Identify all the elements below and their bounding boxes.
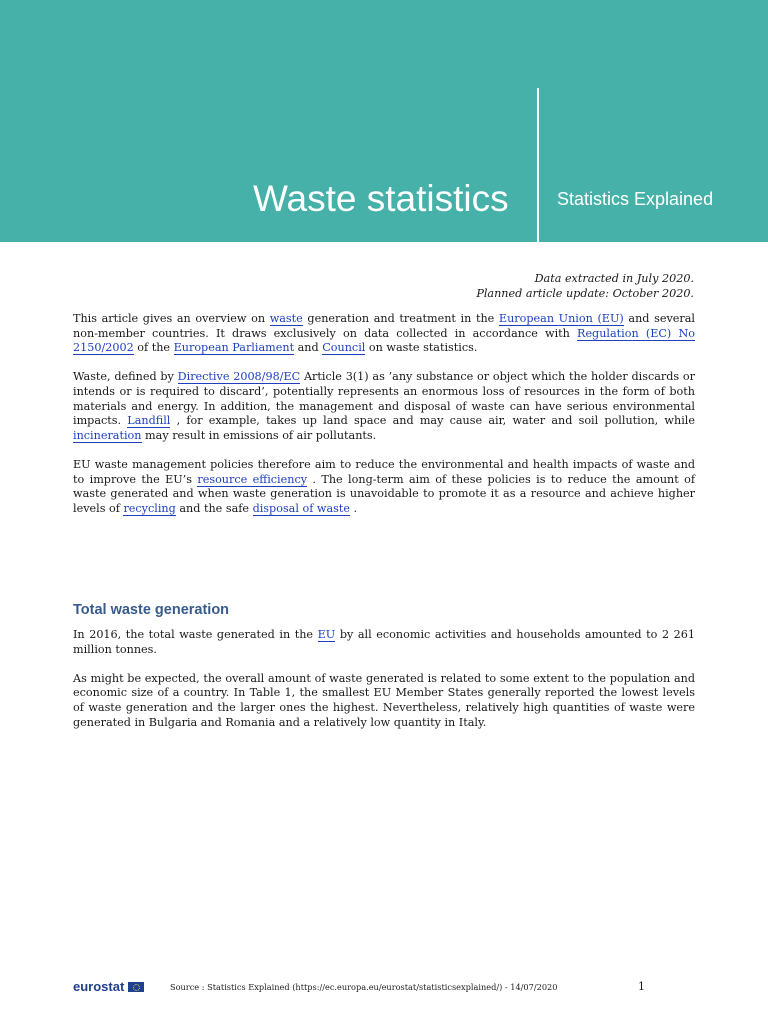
page-number: 1 [638, 980, 645, 993]
source-note: Source : Statistics Explained (https://ec.europa.eu/eurostat/statisticsexplained/) - 14/07/2020 [170, 982, 558, 992]
text-span: In 2016, the total waste generated in the [73, 628, 318, 641]
header-banner [0, 0, 768, 242]
link-directive[interactable]: Directive 2008/98/EC [177, 370, 301, 384]
eu-flag-icon [128, 982, 144, 992]
page-footer [0, 978, 768, 998]
eurostat-logo [73, 979, 144, 994]
paragraph-overview [73, 312, 695, 356]
link-recycling[interactable]: recycling [123, 501, 176, 515]
link-european-parliament[interactable]: European Parliament [173, 341, 295, 355]
section-heading: Total waste generation [73, 602, 230, 618]
text-span: , for example, takes up land space and may cause air, water and soil pollution, while [170, 414, 695, 428]
paragraph-total [73, 628, 695, 657]
text-span: may result in emissions of air pollutants. [141, 428, 377, 442]
header-divider [537, 88, 539, 242]
link-waste[interactable]: waste [269, 312, 303, 325]
text-span: Article 3(1) as ’any substance or object which the holder discards or intends or is required to discard’, potentially represents an enormous loss of resources in the form of both materials and energy. In addition, the management and disposal of waste can have serious environmental impacts. [73, 370, 695, 428]
intro-section [73, 312, 695, 531]
link-disposal-of-waste[interactable]: disposal of waste [252, 501, 351, 515]
page-title: Waste statistics [253, 178, 509, 219]
link-resource-efficiency[interactable]: resource efficiency [197, 472, 308, 486]
link-regulation[interactable]: Regulation (EC) No 2150/2002 [73, 326, 695, 355]
text-span: EU waste management policies therefore aim to reduce the environmental and health impacts of waste and to improve the EU’s [73, 457, 695, 486]
article-meta [476, 271, 694, 301]
planned-update-note: Planned article update: October 2020. [476, 287, 694, 300]
text-span: . [350, 501, 358, 515]
data-extracted-note: Data extracted in July 2020. [534, 272, 694, 285]
paragraph-country-size: As might be expected, the overall amount of waste generated is related to some extent to the population and economic size of a country. In Table 1, the smallest EU Member States generally reported the lowest levels of waste generation and the larger ones the highest. Nevertheless, relatively high quantities of waste were generated in Bulgaria and Romania and a relatively low quantity in Italy. [73, 671, 695, 729]
text-span: This article gives an overview on [73, 312, 270, 325]
text-span: and several non-member countries. It draws exclusively on data collected in accordance with [73, 312, 695, 340]
link-landfill[interactable]: Landfill [127, 414, 171, 428]
text-span: . The long-term aim of these policies is to reduce the amount of waste generated and when waste generation is unavoidable to promote it as a resource and achieve higher levels of [73, 472, 695, 515]
link-incineration[interactable]: incineration [73, 428, 142, 442]
link-european-union[interactable]: European Union (EU) [498, 312, 624, 325]
waste-generation-section [73, 628, 695, 745]
text-span: Waste, defined by [73, 370, 178, 384]
text-span: on waste statistics. [365, 341, 478, 355]
paragraph-policies [73, 458, 695, 516]
text-span: by all economic activities and households amounted to 2 261 million tonnes. [73, 628, 695, 656]
text-span: of the [133, 341, 174, 355]
logo-text: eurostat [73, 979, 125, 994]
link-eu[interactable]: EU [317, 628, 336, 641]
paragraph-definition [73, 370, 695, 443]
series-name: Statistics Explained [557, 189, 714, 209]
text-span: and [294, 341, 323, 355]
text-span: and the safe [175, 501, 253, 515]
link-council[interactable]: Council [322, 341, 366, 355]
text-span: generation and treatment in the [302, 312, 499, 325]
